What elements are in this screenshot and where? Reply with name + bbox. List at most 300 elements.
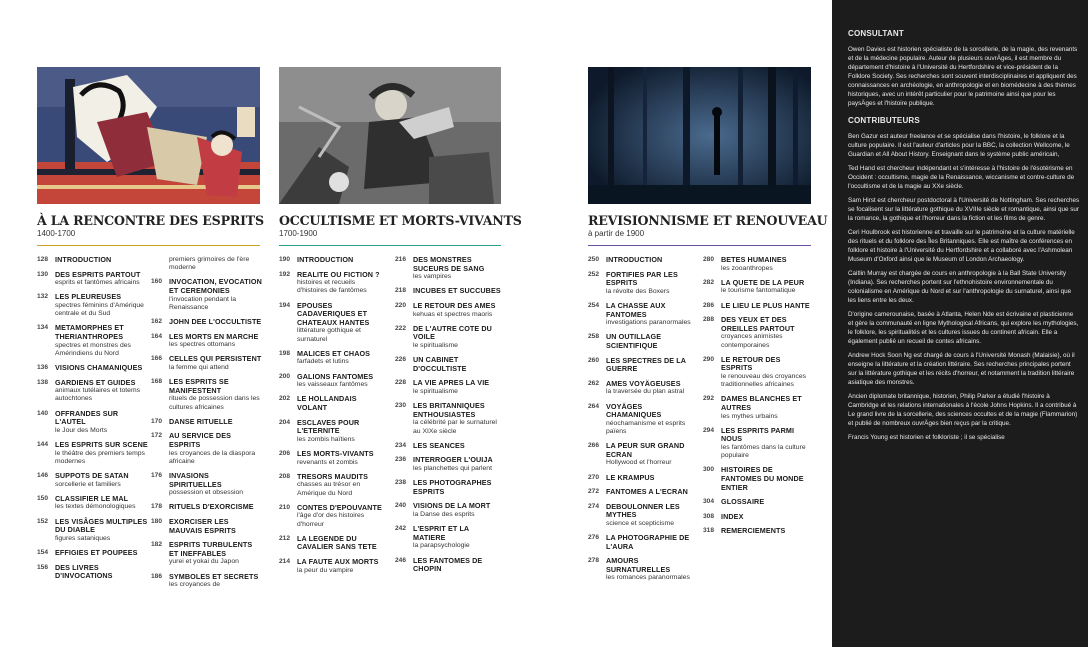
toc-entry[interactable]: [151, 378, 262, 412]
entry-title: LES PHOTOGRAPHES ESPRITS: [413, 478, 492, 496]
toc-column: [395, 256, 503, 580]
entry-subtitle: chasses au trésor en Amérique du Nord: [297, 481, 361, 497]
consultant-heading: CONSULTANT: [848, 29, 904, 38]
entry-title: LES BRITANNIQUES ENTHOUSIASTES: [413, 401, 485, 419]
toc-entry[interactable]: [37, 324, 149, 358]
toc-entry[interactable]: [588, 403, 698, 437]
entry-text: [297, 302, 387, 344]
entry-title: LA PHOTOGRAPHIE DE L'AURA: [606, 533, 690, 551]
section-title: OCCULTISME ET MORTS-VIVANTS: [279, 213, 522, 228]
page-number: 202: [279, 395, 291, 403]
toc-entry[interactable]: [151, 318, 262, 327]
entry-text: [413, 256, 503, 281]
entry-text: [297, 450, 387, 467]
toc-entry[interactable]: [395, 456, 503, 473]
toc-entry[interactable]: [395, 525, 503, 550]
toc-entry[interactable]: [395, 379, 503, 396]
entry-title: REALITE OU FICTION ?: [297, 269, 380, 279]
page-number: 276: [588, 534, 600, 542]
toc-entry[interactable]: [279, 373, 387, 390]
page-number: 290: [703, 355, 715, 363]
page-number: 304: [703, 498, 715, 506]
page-number: 134: [37, 324, 49, 332]
entry-text: [413, 442, 503, 451]
entry-subtitle: les zombis haïtiens: [297, 435, 355, 443]
entry-title: VOYÄGES CHAMANIQUES: [606, 401, 662, 420]
toc-entry[interactable]: [279, 271, 387, 296]
toc-entry[interactable]: [703, 395, 813, 420]
page-number: 166: [151, 355, 163, 363]
page-number: 286: [703, 301, 715, 309]
page-number: 250: [588, 256, 600, 263]
entry-text: [169, 432, 262, 466]
toc-entry[interactable]: [37, 564, 149, 581]
entry-title: INVASIONS SPIRITUELLES: [169, 470, 222, 489]
page-number: 272: [588, 488, 600, 496]
toc-entry[interactable]: [279, 450, 387, 467]
page-number: 230: [395, 402, 407, 410]
entry-text: [413, 379, 503, 396]
page-number: 228: [395, 379, 407, 387]
entry-text: [721, 513, 813, 522]
toc-entry[interactable]: [151, 278, 262, 312]
toc-entry[interactable]: [37, 518, 149, 543]
entry-subtitle: science et scepticisme: [606, 519, 674, 527]
entry-title: INTERROGER L'OUIJA: [413, 455, 493, 465]
entry-text: [297, 350, 387, 367]
toc-entry[interactable]: [279, 256, 387, 265]
entry-text: [55, 564, 149, 581]
entry-title: BETES HUMAINES: [721, 255, 787, 264]
toc-entry[interactable]: [703, 427, 813, 461]
entry-text: [55, 324, 149, 358]
entry-subtitle: Hollywood et l'horreur: [606, 459, 672, 467]
entry-text: [606, 271, 698, 296]
page-number: 222: [395, 324, 407, 332]
page-number: 136: [37, 363, 49, 371]
page-number: 178: [151, 503, 163, 511]
toc-entry[interactable]: [703, 466, 813, 492]
entry-subtitle: farfadets et lutins: [297, 358, 349, 366]
contributors-heading: CONTRIBUTEURS: [848, 116, 920, 125]
entry-title: LES MORTS EN MARCHE: [169, 331, 259, 341]
toc-entry[interactable]: [37, 410, 149, 435]
entry-title: LES ESPRITS SUR SCENE: [55, 439, 148, 449]
entry-title: FORTIFIES PAR LES ESPRITS: [606, 269, 678, 288]
toc-entry[interactable]: [703, 256, 813, 273]
entry-text: [413, 456, 503, 473]
entry-subtitle: la révolte des Boxers: [606, 287, 670, 295]
entry-text: [606, 403, 698, 437]
toc-entry[interactable]: [37, 549, 149, 558]
entry-title: REMERCIEMENTS: [721, 526, 786, 536]
entry-subtitle: spectres féminins d'Amérique centrale et du Sud: [55, 301, 144, 318]
toc-entry[interactable]: [279, 535, 387, 552]
page-number: 278: [588, 557, 600, 565]
entry-text: [297, 473, 387, 498]
entry-subtitle: spectres et monstres des Amérindiens du Nord: [55, 341, 131, 357]
entry-subtitle: les fantômes dans la culture populaire: [721, 443, 806, 460]
toc-entry[interactable]: [279, 350, 387, 367]
toc-entry[interactable]: [37, 256, 149, 265]
toc-entry[interactable]: [703, 513, 813, 522]
entry-title: DES ESPRITS PARTOUT: [55, 269, 141, 279]
entry-title: RITUELS D'EXORCISME: [169, 502, 254, 512]
section-divider: [37, 245, 260, 246]
entry-title: CONTES D'EPOUVANTE: [297, 502, 382, 512]
entry-title: EFFIGIES ET POUPEES: [55, 547, 138, 557]
entry-text: [606, 256, 698, 265]
section-title: REVISIONNISME ET RENOUVEAU: [588, 213, 828, 228]
toc-entry[interactable]: [703, 279, 813, 296]
entry-subtitle: le spiritualisme: [413, 341, 458, 349]
entry-text: [169, 333, 262, 350]
entry-text: [606, 333, 698, 350]
entry-title: LES FANTOMES DE CHOPIN: [413, 555, 483, 574]
entry-text: [721, 302, 813, 311]
entry-subtitle: esprits et fantômes africains: [55, 279, 140, 287]
entry-subtitle: la peur du vampire: [297, 566, 354, 574]
entry-title: LA LEGENDE DU CAVALIER SANS TETE: [297, 533, 377, 552]
toc-entry[interactable]: [37, 364, 149, 373]
toc-entry[interactable]: [151, 541, 262, 566]
toc-entry[interactable]: [151, 503, 262, 512]
toc-entry[interactable]: [588, 380, 698, 397]
entry-subtitle: kehuas et spectres maoris: [413, 310, 493, 318]
entry-subtitle: animaux tutélaires et totems autochtones: [55, 387, 141, 403]
entry-text: [55, 518, 149, 543]
entry-title: LES VISÂGES MULTIPLES DU DIABLE: [55, 516, 148, 535]
page-number: 190: [279, 256, 291, 263]
toc-entry[interactable]: [279, 395, 387, 412]
entry-subtitle: croyances animistes contemporaines: [721, 333, 783, 349]
entry-title: DE L'AUTRE COTE DU VOILE: [413, 323, 492, 342]
page-number: 168: [151, 378, 163, 386]
entry-subtitle: rituels de possession dans les cultures africaines: [169, 395, 260, 411]
entry-text: [169, 355, 262, 372]
toc-entry[interactable]: [151, 355, 262, 372]
page-number: 238: [395, 479, 407, 487]
entry-subtitle: investigations paranormales: [606, 319, 691, 327]
page-number: 186: [151, 572, 163, 580]
contributor-bio: Francis Young est historien et folkloriste ; il se spécialise: [848, 434, 1005, 441]
entry-text: [721, 316, 813, 350]
entry-title: SYMBOLES ET SECRETS: [169, 571, 259, 581]
entry-text: [169, 418, 262, 427]
section-dates: 1400-1700: [37, 229, 76, 238]
page-number: 140: [37, 409, 49, 417]
toc-entry[interactable]: [151, 432, 262, 466]
entry-text: [55, 410, 149, 435]
entry-subtitle: possession et obsession: [169, 489, 244, 497]
toc-entry[interactable]: [588, 271, 698, 296]
entry-title: L'ESPRIT ET LA MATIERE: [413, 524, 469, 542]
entry-text: [721, 527, 813, 536]
toc-entry[interactable]: [588, 503, 698, 528]
section-divider: [279, 245, 501, 246]
toc-column: [279, 256, 387, 581]
toc-entry[interactable]: [395, 442, 503, 451]
toc-entry[interactable]: [151, 518, 262, 535]
entry-title: AMOURS SURNATURELLES: [606, 556, 671, 574]
entry-text: [297, 419, 387, 444]
entry-title: LES SPECTRES DE LA GUERRE: [606, 355, 686, 374]
entry-text: [721, 466, 813, 492]
page-number: 130: [37, 270, 49, 278]
entry-title: LES ESPRITS PARMI NOUS: [721, 425, 795, 444]
entry-text: [169, 503, 262, 512]
entry-title: FANTOMES A L'ECRAN: [606, 487, 688, 497]
page-number: 154: [37, 548, 49, 556]
page-number: 234: [395, 441, 407, 449]
toc-entry[interactable]: [279, 302, 387, 344]
toc-entry[interactable]: [151, 472, 262, 497]
entry-text: [169, 518, 262, 535]
toc-column: [703, 256, 813, 542]
contributor-bio: Ben Gazur est auteur freelance et se spécialise dans l'histoire, le folklore et la culture populaire. Il est l'auteur d'articles pour la BBC, la collection Wellcome, le Guardian et All About History. Enseignant dans le système public américain,: [848, 133, 1070, 158]
page-number: 288: [703, 316, 715, 324]
entry-title: LA VIE APRES LA VIE: [413, 378, 490, 388]
page-number: 160: [151, 278, 163, 286]
entry-text: [606, 302, 698, 327]
entry-title: LE HOLLANDAIS VOLANT: [297, 394, 357, 412]
entry-subtitle: les mythes urbains: [721, 412, 778, 420]
toc-entry[interactable]: [279, 504, 387, 529]
entry-text: [721, 256, 813, 273]
page-number: 172: [151, 432, 163, 440]
toc-entry[interactable]: [395, 502, 503, 519]
toc-entry[interactable]: [37, 379, 149, 404]
contributor-bio: Ancien diplomate britannique, historien, Philip Parker a étudié l'histoire à Cambridge et les relations internationales à l'école Johns Hopkins. Il a contribué à Le grand livre de la sorcellerie, des sciences occultes et de la magie (Flammarion) et publié de nombreux ouvrÄges bien reçus par la critique.: [848, 393, 1078, 427]
entry-title: GARDIENS ET GUIDES: [55, 377, 136, 387]
entry-text: [297, 504, 387, 529]
occult-engraving-image: [279, 67, 501, 204]
entry-text: [169, 573, 262, 590]
entry-text: [169, 541, 262, 566]
entry-title: DEBOULONNER LES MYTHES: [606, 501, 680, 520]
entry-subtitle: les croyances de: [169, 581, 221, 589]
entry-text: [721, 427, 813, 461]
toc-entry[interactable]: [279, 419, 387, 444]
entry-title: INDEX: [721, 511, 744, 521]
entry-title: ESCLAVES POUR L'ETERNITE: [297, 417, 360, 436]
toc-entry[interactable]: [395, 557, 503, 574]
page-number: 138: [37, 378, 49, 386]
page-number: 132: [37, 293, 49, 301]
toc-column: [37, 256, 149, 587]
page-number: 198: [279, 349, 291, 357]
page-number: 150: [37, 494, 49, 502]
entry-title: METAMORPHES ET THERIANTHROPES: [55, 323, 124, 341]
toc-entry[interactable]: [395, 325, 503, 350]
entry-text: [413, 302, 503, 319]
contributor-bio: Andrew Hock Soon Ng est chargé de cours à l'Université Monash (Malaisie), où il enseigne la littérature et la création littéraire. Ses recherches principales portent sur la littérature gothique et les récits d'horreur, et notamment la tradition littéraire asiatique des monstres.: [848, 352, 1075, 386]
entry-text: [721, 279, 813, 296]
entry-text: [413, 557, 503, 574]
page-number: 236: [395, 456, 407, 464]
entry-title: MALICES ET CHAOS: [297, 348, 371, 358]
entry-text: [55, 271, 149, 288]
page-number: 200: [279, 372, 291, 380]
toc-column: [588, 256, 698, 589]
toc-entry[interactable]: [703, 356, 813, 390]
entry-subtitle: la traversée du plan astral: [606, 388, 685, 396]
toc-entry[interactable]: [279, 558, 387, 575]
page-number: 300: [703, 466, 715, 474]
toc-entry[interactable]: [37, 441, 149, 466]
entry-title: UN OUTILLAGE SCIENTIFIQUE: [606, 332, 662, 350]
entry-text: [169, 256, 262, 272]
entry-title: LA PEUR SUR GRAND ECRAN: [606, 441, 685, 459]
toc-entry[interactable]: [588, 488, 698, 497]
entry-text: [169, 472, 262, 497]
entry-title: INTRODUCTION: [297, 255, 354, 264]
page-number: 128: [37, 256, 49, 263]
entry-subtitle: néochamanisme et esprits païens: [606, 419, 686, 435]
entry-text: [55, 364, 149, 373]
page-number: 220: [395, 301, 407, 309]
page-number: 170: [151, 417, 163, 425]
entry-subtitle: le théâtre des premiers temps modernes: [55, 449, 145, 465]
toc-entry[interactable]: [588, 302, 698, 327]
page-number: 260: [588, 356, 600, 364]
toc-entry[interactable]: [588, 333, 698, 350]
entry-title: EXORCISER LES MAUVAIS ESPRITS: [169, 516, 236, 535]
entry-subtitle: sorcellerie et familiers: [55, 480, 121, 488]
entry-text: [55, 293, 149, 318]
entry-title: LA CHASSE AUX FANTOMES: [606, 300, 666, 319]
entry-subtitle: les textes démonologiques: [55, 503, 136, 511]
page-number: 144: [37, 440, 49, 448]
entry-text: [606, 557, 698, 582]
entry-text: [169, 378, 262, 412]
entry-text: [606, 474, 698, 483]
entry-title: DAMES BLANCHES ET AUTRES: [721, 394, 802, 412]
toc-entry[interactable]: [703, 498, 813, 507]
toc-entry[interactable]: [395, 479, 503, 496]
entry-title: DES YEUX ET DES OREILLES PARTOUT: [721, 315, 795, 333]
toc-entry[interactable]: [395, 402, 503, 436]
contributor-bio: Ted Hand est chercheur indépendant et s'intéresse à l'histoire de l'ésotérisme en Occident : occultisme, magie de la Renaissance, wiccanisme et contre-culture de l'occultisme et de la magie au XXe siècle.: [848, 165, 1075, 190]
toc-entry[interactable]: [703, 302, 813, 311]
entry-subtitle: les croyances de la diaspora africaine: [169, 449, 256, 465]
entry-text: [606, 534, 698, 551]
entry-text: [169, 318, 262, 327]
entry-title: UN CABINET D'OCCULTISTE: [413, 355, 467, 373]
page-number: 266: [588, 442, 600, 450]
toc-entry[interactable]: [151, 418, 262, 427]
entry-text: [606, 380, 698, 397]
page-number: 258: [588, 333, 600, 341]
entry-subtitle: le renouveau des croyances traditionnelles africaines: [721, 372, 807, 389]
toc-entry[interactable]: [703, 316, 813, 350]
page-number: 218: [395, 287, 407, 295]
entry-subtitle: les zooanthropes: [721, 264, 773, 272]
toc-entry[interactable]: [703, 527, 813, 536]
entry-title: DANSE RITUELLE: [169, 416, 233, 426]
entry-text: [55, 549, 149, 558]
page-number: 294: [703, 426, 715, 434]
entry-title: INTRODUCTION: [55, 255, 112, 264]
page-number: 226: [395, 356, 407, 364]
page-number: 162: [151, 318, 163, 325]
page-number: 180: [151, 517, 163, 525]
page-number: 308: [703, 512, 715, 520]
entry-title: EPOUSES CADAVERIQUES ET CHATEAUX HANTES: [297, 300, 370, 327]
entry-subtitle: le Jour des Morts: [55, 426, 108, 434]
forest-slenderman-image: [588, 67, 811, 204]
toc-entry[interactable]: [151, 573, 262, 590]
toc-entry[interactable]: [588, 534, 698, 551]
entry-title: LA QUETE DE LA PEUR: [721, 277, 805, 287]
toc-entry[interactable]: [588, 557, 698, 582]
toc-entry[interactable]: [37, 472, 149, 489]
toc-entry[interactable]: [395, 287, 503, 296]
entry-subtitle: yurei et yokai du Japon: [169, 558, 239, 566]
toc-entry[interactable]: [37, 271, 149, 288]
entry-title: CELLES QUI PERSISTENT: [169, 354, 262, 364]
entry-text: [297, 395, 387, 412]
page-number: [151, 256, 169, 272]
page-number: 192: [279, 270, 291, 278]
toc-entry[interactable]: [279, 473, 387, 498]
entry-text: [297, 373, 387, 390]
page-number: 246: [395, 556, 407, 564]
entry-text: [55, 379, 149, 404]
entry-text: [413, 287, 503, 296]
entry-text: [606, 357, 698, 374]
entry-title: LES MORTS-VIVANTS: [297, 448, 374, 458]
entry-title: LE RETOUR DES AMES: [413, 300, 496, 310]
section-divider: [588, 245, 811, 246]
entry-title: INVOCATION, EVOCATION ET CEREMONIES: [169, 277, 262, 295]
toc-entry[interactable]: [588, 442, 698, 467]
toc-entry[interactable]: [395, 356, 503, 373]
entry-title: LE LIEU LE PLUS HANTE: [721, 300, 810, 310]
entry-title: SUPPOTS DE SATAN: [55, 470, 129, 480]
entry-text: [169, 278, 262, 312]
toc-entry[interactable]: [151, 256, 262, 272]
entry-title: DES LIVRES D'INVOCATIONS: [55, 562, 113, 581]
toc-entry[interactable]: [395, 302, 503, 319]
entry-subtitle: revenants et zombis: [297, 458, 358, 466]
entry-subtitle: la célébrité par le surnaturel au XIXe siècle: [413, 419, 497, 435]
entry-subtitle: la Danse des esprits: [413, 510, 475, 518]
toc-entry[interactable]: [588, 357, 698, 374]
entry-text: [721, 395, 813, 420]
entry-title: HISTOIRES DE FANTOMES DU MONDE ENTIER: [721, 465, 804, 492]
entry-title: LE KRAMPUS: [606, 472, 655, 482]
toc-entry[interactable]: [37, 495, 149, 512]
entry-title: TRESORS MAUDITS: [297, 471, 368, 481]
entry-text: [55, 495, 149, 512]
toc-entry[interactable]: [395, 256, 503, 281]
contributor-bio: Caitlin Murray est chargée de cours en anthropologie à la Ball State University (Indiana). Ses recherches portent sur l'ethnohistoire environnementale du colonialisme en Amérique du Nord et sur l'anthropologie du surnaturel, ainsi que les liens entre les deux.: [848, 270, 1072, 304]
entry-title: LES SEANCES: [413, 440, 465, 450]
entry-text: [721, 356, 813, 390]
entry-title: ESPRITS TURBULENTS ET INEFFABLES: [169, 540, 253, 558]
page-number: 146: [37, 471, 49, 479]
toc-entry[interactable]: [37, 293, 149, 318]
toc-entry[interactable]: [588, 256, 698, 265]
entry-subtitle: les spectres ottomans: [169, 341, 236, 349]
entry-subtitle: l'âge d'or des histoires d'horreur: [297, 512, 365, 528]
toc-entry[interactable]: [151, 333, 262, 350]
entry-title: CLASSIFIER LE MAL: [55, 493, 129, 503]
page-number: 242: [395, 525, 407, 533]
entry-text: [606, 503, 698, 528]
toc-entry[interactable]: [588, 474, 698, 483]
